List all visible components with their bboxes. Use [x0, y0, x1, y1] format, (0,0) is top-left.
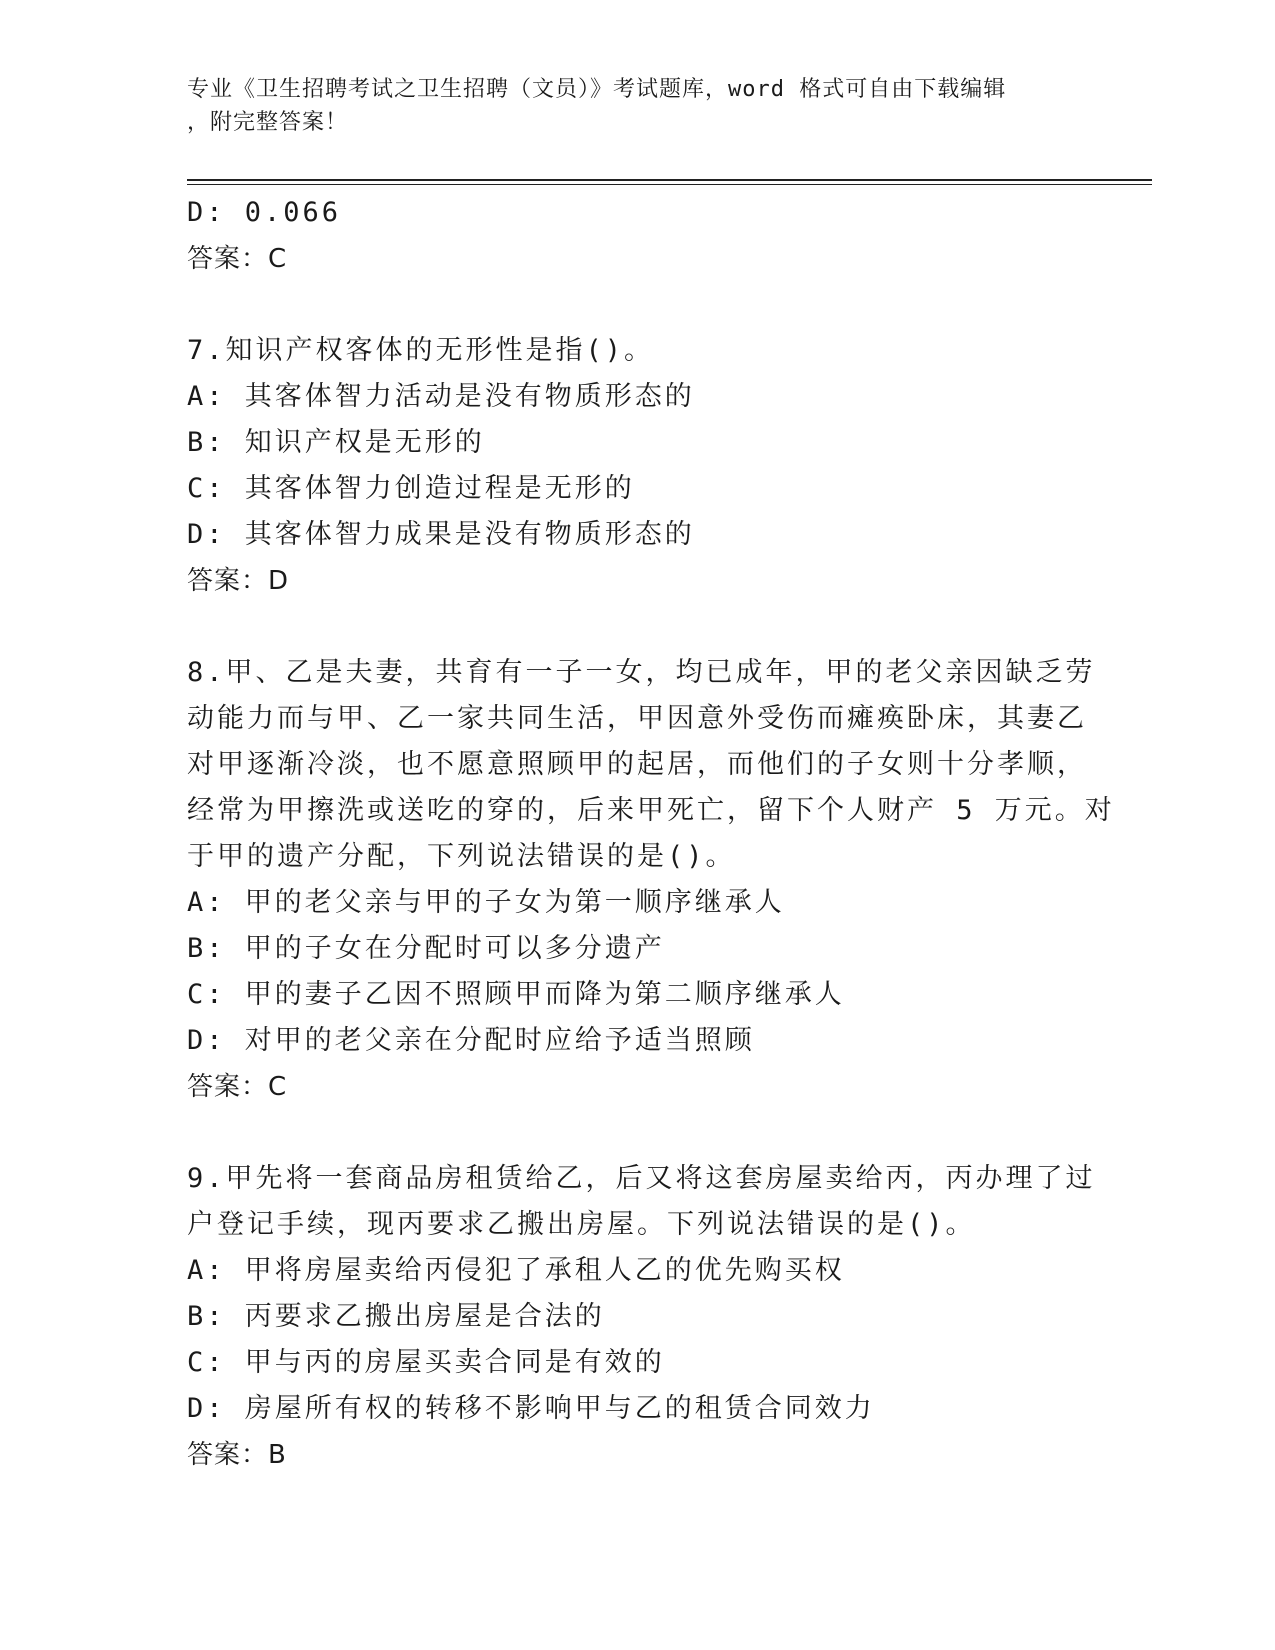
option-a: A: 其客体智力活动是没有物质形态的	[187, 381, 695, 412]
question-9	[187, 1156, 1096, 1478]
header-line-2: ，附完整答案！	[187, 110, 349, 135]
question-stem-line: 动能力而与甲、乙一家共同生活，甲因意外受伤而瘫痪卧床，其妻乙	[187, 703, 1087, 734]
option-b: B: 甲的子女在分配时可以多分遗产	[187, 933, 665, 964]
option-b: B: 丙要求乙搬出房屋是合法的	[187, 1301, 605, 1332]
question-stem-line: 对甲逐渐冷淡，也不愿意照顾甲的起居，而他们的子女则十分孝顺，	[187, 749, 1087, 780]
prev-option-d: D: 0.066	[187, 197, 342, 228]
answer: 答案：C	[187, 1072, 288, 1102]
option-a: A: 甲将房屋卖给丙侵犯了承租人乙的优先购买权	[187, 1255, 845, 1286]
option-c: C: 其客体智力创造过程是无形的	[187, 473, 635, 504]
option-d: D: 房屋所有权的转移不影响甲与乙的租赁合同效力	[187, 1393, 875, 1424]
option-c: C: 甲与丙的房屋买卖合同是有效的	[187, 1347, 665, 1378]
question-stem-line: 于甲的遗产分配，下列说法错误的是()。	[187, 841, 736, 872]
document-header	[187, 73, 1067, 139]
prev-answer: 答案：C	[187, 244, 288, 274]
header-rule-thick	[187, 179, 1152, 181]
answer: 答案：D	[187, 566, 290, 596]
option-c: C: 甲的妻子乙因不照顾甲而降为第二顺序继承人	[187, 979, 845, 1010]
question-7	[187, 328, 1067, 604]
answer: 答案：B	[187, 1440, 287, 1470]
question-stem-line: 8.甲、乙是夫妻，共育有一子一女，均已成年，甲的老父亲因缺乏劳	[187, 657, 1096, 688]
option-a: A: 甲的老父亲与甲的子女为第一顺序继承人	[187, 887, 785, 918]
question-stem-line: 户登记手续，现丙要求乙搬出房屋。下列说法错误的是()。	[187, 1209, 976, 1240]
header-line-1: 专业《卫生招聘考试之卫生招聘（文员）》考试题库，word 格式可自由下载编辑	[187, 77, 1007, 102]
question-stem-line: 9.甲先将一套商品房租赁给乙，后又将这套房屋卖给丙，丙办理了过	[187, 1163, 1096, 1194]
question-content	[187, 190, 1115, 1478]
option-d: D: 对甲的老父亲在分配时应给予适当照顾	[187, 1025, 755, 1056]
question-8	[187, 650, 1115, 1110]
option-d: D: 其客体智力成果是没有物质形态的	[187, 519, 695, 550]
question-stem-line: 经常为甲擦洗或送吃的穿的，后来甲死亡，留下个人财产 5 万元。对	[187, 795, 1115, 826]
header-rule-thin	[187, 184, 1152, 185]
option-b: B: 知识产权是无形的	[187, 427, 485, 458]
question-stem: 7.知识产权客体的无形性是指()。	[187, 335, 655, 366]
